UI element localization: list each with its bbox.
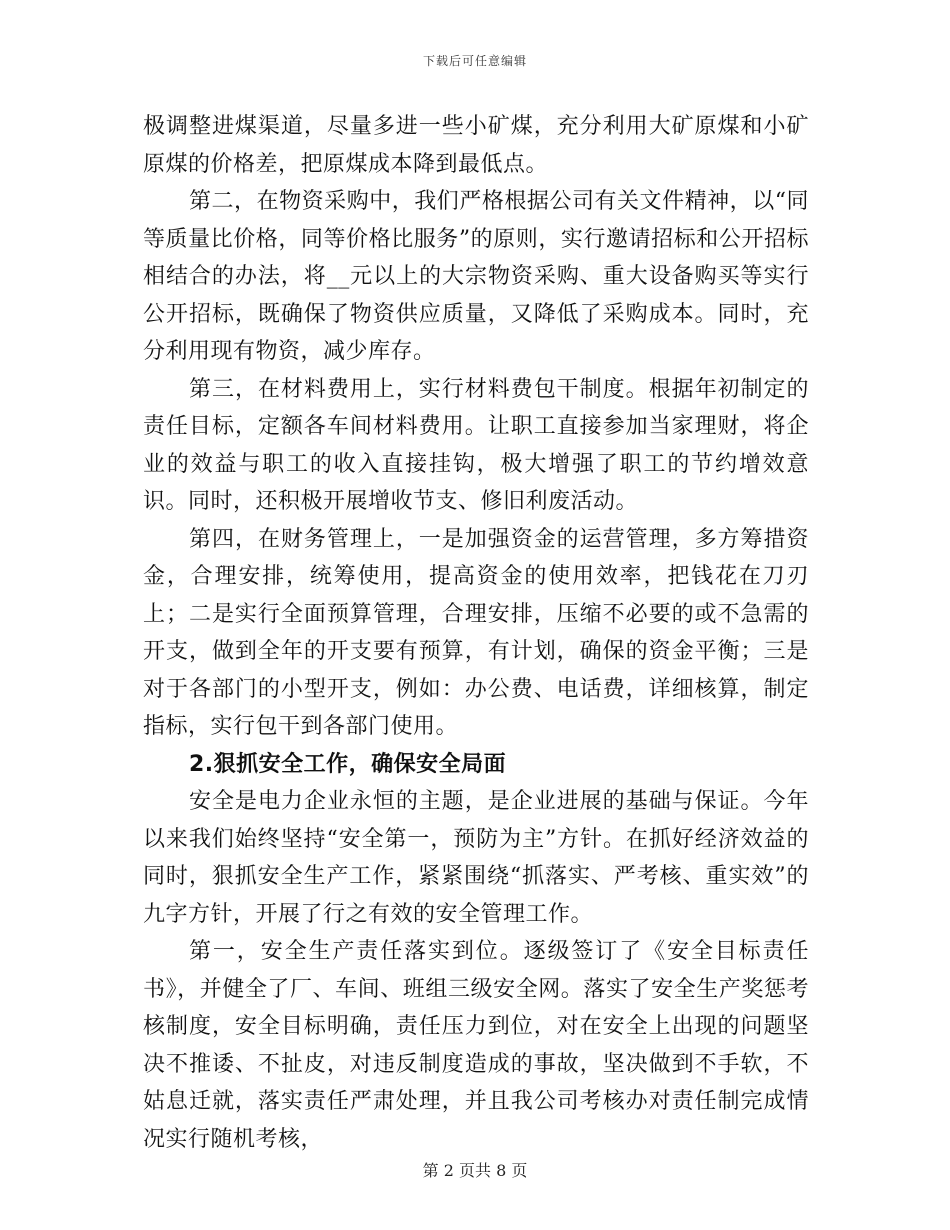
- page-footer: 第 2 页共 8 页: [422, 1161, 528, 1180]
- paragraph-safety-intro: 安全是电力企业永恒的主题，是企业进展的基础与保证。今年以来我们始终坚持“安全第一，预防为主”方针。在抓好经济效益的同时，狠抓安全生产工作，紧紧围绕“抓落实、严考核、重实效”的九字方针，开展了行之有效的安全管理工作。: [143, 789, 809, 927]
- section-heading-safety: 2.狠抓安全工作，确保安全局面: [189, 751, 507, 777]
- paragraph-continuation: 极调整进煤渠道，尽量多进一些小矿煤，充分利用大矿原煤和小矿原煤的价格差，把原煤成本降到最低点。: [143, 114, 809, 177]
- document-body: [143, 108, 809, 1158]
- paragraph-material-costs: 第三，在材料费用上，实行材料费包干制度。根据年初制定的责任目标，定额各车间材料费用。让职工直接参加当家理财，将企业的效益与职工的收入直接挂钩，极大增强了职工的节约增效意识。同时，还积极开展增收节支、修旧利废活动。: [143, 376, 809, 514]
- paragraph-procurement: 第二，在物资采购中，我们严格根据公司有关文件精神，以“同等质量比价格，同等价格比服务”的原则，实行邀请招标和公开招标相结合的办法，将__元以上的大宗物资采购、重大设备购买等实行公开招标，既确保了物资供应质量，又降低了采购成本。同时，充分利用现有物资，减少库存。: [143, 189, 809, 364]
- paragraph-financial-management: 第四，在财务管理上，一是加强资金的运营管理，多方筹措资金，合理安排，统筹使用，提高资金的使用效率，把钱花在刀刃上；二是实行全面预算管理，合理安排，压缩不必要的或不急需的开支，做到全年的开支要有预算，有计划，确保的资金平衡；三是对于各部门的小型开支，例如：办公费、电话费，详细核算，制定指标，实行包干到各部门使用。: [143, 526, 809, 739]
- page-header: 下载后可任意编辑: [422, 54, 527, 68]
- paragraph-safety-responsibility: 第一，安全生产责任落实到位。逐级签订了《安全目标责任书》，并健全了厂、车间、班组三级安全网。落实了安全生产奖惩考核制度，安全目标明确，责任压力到位，对在安全上出现的问题坚决不推诿、不扯皮，对违反制度造成的事故，坚决做到不手软，不姑息迁就，落实责任严肃处理，并且我公司考核办对责任制完成情况实行随机考核，: [143, 939, 809, 1152]
